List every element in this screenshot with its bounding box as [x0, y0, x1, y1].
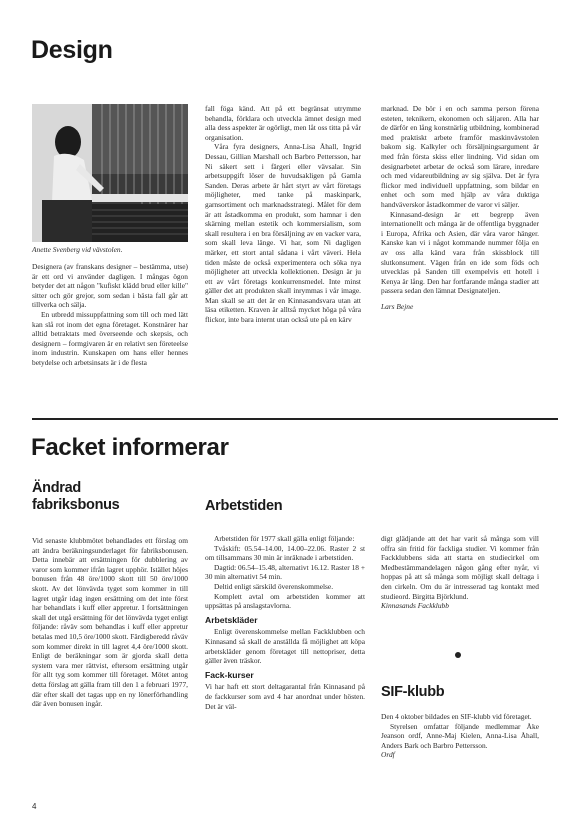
facket-title: Facket informerar	[31, 434, 229, 461]
design-column-1	[32, 262, 188, 368]
arbetstiden-paragraph: Arbetstiden för 1977 skall gälla enligt följande:	[214, 534, 355, 543]
andrad-column	[32, 536, 188, 709]
arbetstiden-paragraph: Komplett avtal om arbetstiden kommer att uppsättas på anslagstavlorna.	[205, 591, 365, 611]
fack-kurser-heading: Fack-kurser	[205, 669, 254, 680]
photo-caption: Anette Svenberg vid vävstolen.	[32, 245, 123, 254]
andrad-paragraph: Vid senaste klubbmötet behandlades ett förslag om att ändra beräkningsunderlaget för fabriksbonusen. Detta innebär att ersättningen för dubblering av varor som kommer ifrån lagret upphör. Istället höjes bonusen från 48 öre/1000 skott till 50 öre/1000 skott. Av det lönvävda tyget som kommer in till lagret utgår idag ingen ersättning om det inte först har behandlats i kuff eller appretur. I fortsättningen skall det utgå ersättning för det lönvävda tyget enligt följande: råväv som behandlas i kuff eller appretur betalas med 10,5 öre/1000 skott. Färdigberedd råväv som kommer direkt in till lagret 4,4 öre/1000 skott. Enligt de beräkningar som är gjorda skall detta system vara mer rättvist, eftersom ersättning utgår för allt tyg som kommer till företaget. Mötet antog detta förslag att gälla fram till den 1 a februari 1977, där efter skall det tagas upp en ny lönerförhandling där även bonusen ingår.	[32, 536, 188, 709]
bullet-dot	[455, 652, 461, 658]
arbetstiden-paragraph: Deltid enligt särskild överenskommelse.	[214, 581, 334, 591]
design-paragraph: marknad. De bör i en och samma person förena esteten, teknikern, ekonomen och säljaren. Alla har de därför en lång konstnärlig utbildning, kombinerad med praktiskt arbete framför maskinvävstolen bakom sig. Kalkyler och försäljningsargument är med från första skiss eller lindning. Vid sidan om designarbetet arbetar de också som lärare, inredare och med vidareutbildning av sig själva. Det är fyra flickor med individuell uppfattning, som bildar en enhet och som med hjälp av våra duktiga handväverskor åstadkommer de varor vi säljer.	[381, 104, 539, 209]
design-column-2	[205, 104, 361, 325]
sif-column	[381, 712, 539, 760]
sif-klubb-title: SIF-klubb	[381, 684, 445, 700]
sif-paragraph: Styrelsen omfattar följande medlemmar Åke Jeanson ordf, Anne-Maj Kielen, Anna-Lisa Åhall, Anders Bark och Barbro Pettersson.	[381, 721, 539, 750]
design-column-3	[381, 104, 539, 311]
andrad-fabriksbonus-title: Ändrad fabriksbonus	[32, 480, 120, 513]
arbetstiden-paragraph: Tvåskift: 05.54–14.00, 14.00–22.06. Raster 2 st om tillsammans 30 min är inräknade i arbetstiden.	[205, 543, 365, 563]
design-paragraph: Kinnasand-design är ett begrepp även internationellt och många är de offentliga byggnader i Europa, Afrika och Asien, där våra varor hänger. Kanske kan vi i något kommande nummer följa en av oss alla känd vara från skissblock till slutkonsument. Vägen från en ide som föds och utvecklas på Sanden till exempelvis ett hotell i Kenya är lång. Den har fortfarande många stadier att passera sedan den lämnat Designateljen.	[381, 209, 539, 296]
arbetstiden-paragraph: Vi har haft ett stort deltagarantal från Kinnasand på de fackkurser som avd 4 har anordnat under hösten. Det är väl-	[205, 682, 365, 711]
design-paragraph: Designera (av franskans designer – bestämma, utse) är ett ord vi använder dagligen. I mångas ögon betyder det att någon "kufiskt klädd brud eller kille" sitter och gör grejor, som sedan i bästa fall går att tillverka och sälja.	[32, 262, 188, 310]
arbetstiden-paragraph: digt glädjande att det har varit så många som vill offra sin fritid för fackliga studier. Vi kommer från Fackklubbens sida att starta en studiecirkel om Medbestämmandelagen någon gång efter nyår, vi hoppas på att så många som möjligt skall deltaga i den cirkeln. Om du är intresserad tag kontakt med studieord. Birgitta Björklund.	[381, 534, 539, 601]
arbetstiden-column-b	[381, 534, 539, 611]
sif-paragraph: Den 4 oktober bildades en SIF-klubb vid företaget.	[381, 712, 532, 721]
sif-signature: Ordf	[381, 750, 395, 760]
design-paragraph: En utbredd missuppfattning som till och med lätt kan slå rot inom det egna företaget. Konstnärer har alltid betraktats med överseende och skepsis, och designern – formgivaren är en relativt sen företeelse inom industrin. Kunskapen om hans eller hennes betydelse och arbetsinsats är i de flesta	[32, 309, 188, 367]
arbetstiden-paragraph: Enligt överenskommelse mellan Fackklubben och Kinnasand så skall de anställda få möjlighet att köpa arbetskläder genom företaget till nettopriser, detta gäller även träskor.	[205, 627, 365, 666]
arbetstiden-paragraph: Dagtid: 06.54–15.48, alternativt 16.12. Raster 18 + 30 min alternativt 54 min.	[205, 562, 365, 582]
design-signature: Lars Bejne	[381, 301, 414, 311]
weaver-photo	[32, 104, 188, 242]
arbetsklader-heading: Arbetskläder	[205, 614, 258, 625]
design-title: Design	[31, 36, 113, 64]
design-paragraph: fall föga känd. Att på ett begränsat utrymme behandla, förklara och utveckla ämnet design med alla dess aspekter är ogörligt, men låt oss titta på vår organisation.	[205, 104, 361, 142]
arbetstiden-column-a	[205, 534, 365, 711]
fackklubb-signature: Kinnasands Fackklubb	[381, 601, 449, 611]
loom-photo-illustration	[32, 104, 188, 242]
page-number: 4	[32, 802, 37, 811]
arbetstiden-title: Arbetstiden	[205, 498, 283, 514]
section-divider	[32, 418, 558, 420]
design-paragraph: Våra fyra designers, Anna-Lisa Åhall, Ingrid Dessau, Gillian Marshall och Barbro Pettersson, har Ni säkert sett i färgeri eller vävsalar. Sin arbetsuppgift löser de huvudsakligen på Gamla Sanden. Deras arbete är hårt styrt av vårt företags möjligheter, med tanke på maskinpark, garnsortiment och marknadsstrategi. Målet för dem är att åstadkomma en produkt, som hamnar i den skärning mellan estetik och kommersialism, som skall resultera i en bra försäljning av en vacker vara, som skall leva länge. Vi har, som Ni dagligen märker, ett stort antal sådana i vårt väveri. Hela tiden måste de också experimentera och söka nya möjligheter att utveckla kollektionen. Design är ju ett av vårt företags konkurrensmedel. Inte minst gäller det att produkten skall inrymmas i vår image. Man skall se att det är en Kinnasandsvara utan att läsa etiketten. Kraven är alltså mycket höga på våra flickor, inte bara internt utan också ute på en kärv	[205, 142, 361, 325]
